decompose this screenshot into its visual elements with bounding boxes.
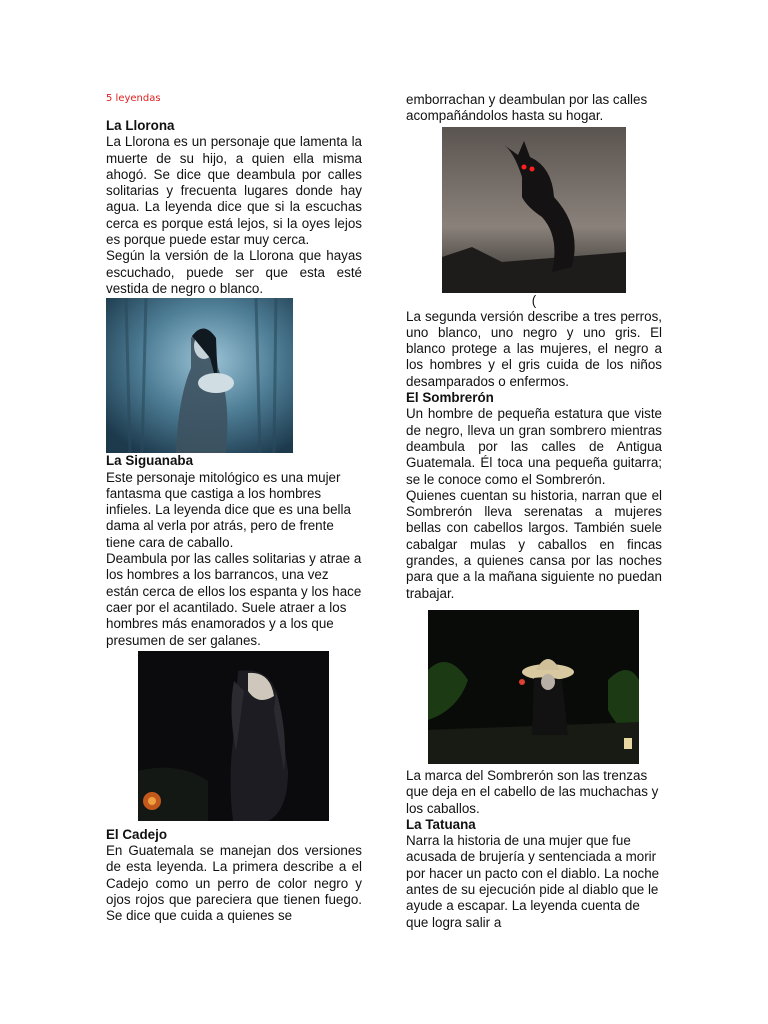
section-label: 5 leyendas [106, 93, 161, 104]
tatuana-paragraph-1: Narra la historia de una mujer que fue acusada de brujería y sentenciada a morir por hacer un pacto con el diablo. La noche antes de su ejecución pide al diablo que le ayude a escapar. La leyenda cuenta de que logra salir a [406, 833, 660, 930]
siguanaba-image [138, 651, 329, 821]
siguanaba-paragraph-2: Deambula por las calles solitarias y atrae a los hombres a los barrancos, una vez están cerca de ellos los espanta y los hace caer por el acantilado. Suele atraer a los hombres más enamorados y a los que presumen de ser galanes. [106, 551, 362, 648]
cadejo-paragraph-1-continued: emborrachan y deambulan por las calles acompañándolos hasta su hogar. [406, 92, 648, 124]
right-column [406, 92, 662, 931]
llorona-image [106, 298, 293, 453]
sombreron-paragraph-2: Quienes cuentan su historia, narran que el Sombrerón lleva serenatas a mujeres bellas con cabellos largos. También suele cabalgar mulas y caballos en fincas grandes, a quienes cansa por las noches para que a la mañana siguiente no puedan trabajar. [406, 487, 662, 601]
llorona-paragraph-1: La Llorona es un personaje que lamenta la muerte de su hijo, a quien ella misma ahogó. Se dice que deambula por calles solitarias y frecuenta lugares donde hay agua. La leyenda dice que si la escuchas cerca es porque está lejos, si la oyes lejos es porque puede estar muy cerca. [106, 134, 362, 248]
llorona-paragraph-2: Según la versión de la Llorona que hayas escuchado, puede ser que esta esté vestida de negro o blanco. [106, 248, 362, 296]
cadejo-paragraph-2: La segunda versión describe a tres perros, uno blanco, uno negro y uno gris. El blanco protege a las mujeres, el negro a los hombres y el gris cuida de los niños desamparados o enfermos. [406, 308, 662, 389]
cadejo-paragraph-1: En Guatemala se manejan dos versiones de esta leyenda. La primera describe a el Cadejo como un perro de color negro y ojos rojos que pareciera que tienen fuego. Se dice que cuida a quienes se [106, 843, 362, 924]
siguanaba-title: La Siguanaba [106, 453, 194, 469]
tatuana-title: La Tatuana [406, 816, 476, 832]
cadejo-title: El Cadejo [106, 826, 168, 842]
sombreron-paragraph-3: La marca del Sombrerón son las trenzas que deja en el cabello de las muchachas y los caballos. [406, 767, 659, 816]
left-column [106, 92, 362, 925]
sombreron-image [428, 610, 639, 764]
cadejo-image [442, 127, 626, 293]
sombreron-paragraph-1: Un hombre de pequeña estatura que viste de negro, lleva un gran sombrero mientras deambula por las calles de Antigua Guatemala. Él toca una pequeña guitarra; se le conoce como el Sombrerón. [406, 406, 662, 487]
cadejo-image-caption-mark: ( [531, 292, 537, 308]
siguanaba-paragraph-1: Este personaje mitológico es una mujer fantasma que castiga a los hombres infieles. La leyenda dice que es una bella dama al verla por atrás, pero de frente tiene cara de caballo. [106, 469, 351, 550]
sombreron-title: El Sombrerón [406, 390, 494, 406]
llorona-title: La Llorona [106, 118, 175, 133]
